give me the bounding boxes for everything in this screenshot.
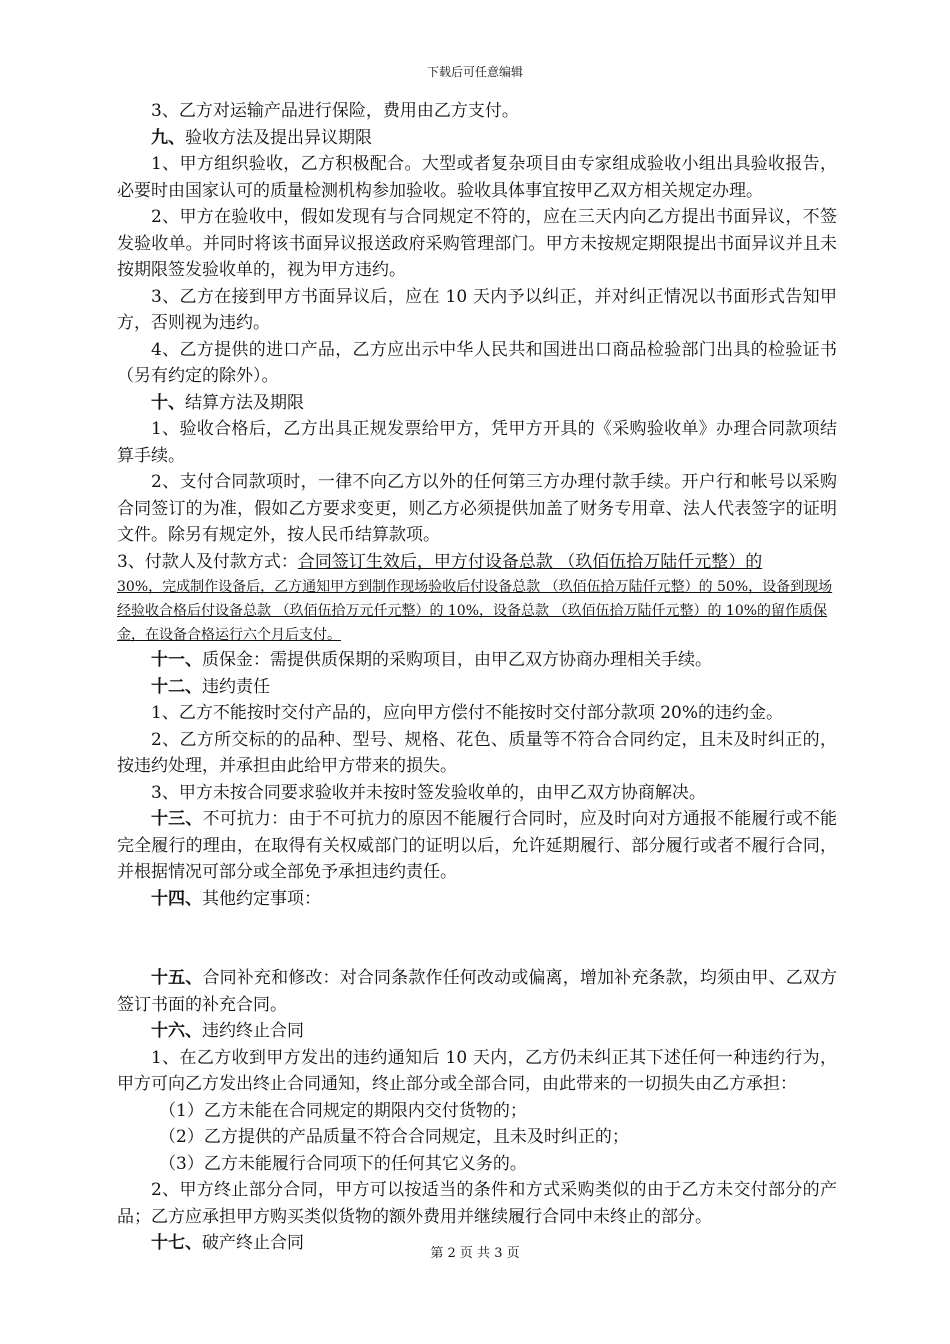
section-text: 不可抗力：由于不可抗力的原因不能履行合同时，应及时向对方通报不能履行或不能完全履行的理由，在取得有关权威部门的证明以后，允许延期履行、部分履行或者不履行合同，并根据情况可部分或全部免予承担违约责任。	[117, 809, 838, 882]
section-number: 十六、	[151, 1021, 202, 1041]
section-heading-11	[117, 647, 837, 674]
paragraph: 1、在乙方收到甲方发出的违约通知后 10 天内，乙方仍未纠正其下述任何一种违约行为，甲方可向乙方发出终止合同通知，终止部分或全部合同，由此带来的一切损失由乙方承担：	[117, 1047, 837, 1094]
payment-terms-lead: 3、付款人及付款方式：	[117, 551, 298, 572]
paragraph: 2、甲方终止部分合同，甲方可以按适当的条件和方式采购类似的由于乙方未交付部分的产品；乙方应承担甲方购买类似货物的额外费用并继续履行合同中未终止的部分。	[117, 1180, 837, 1227]
section-number: 十三、	[151, 809, 203, 829]
paragraph: 3、乙方对运输产品进行保险，费用由乙方支付。	[151, 101, 519, 121]
section-title: 违约责任	[202, 676, 270, 697]
paragraph: 3、甲方未按合同要求验收并未按时签发验收单的，由甲乙双方协商解决。	[151, 782, 706, 803]
section-heading-14	[117, 886, 837, 913]
list-item: （2）乙方提供的产品质量不符合合同规定，且未及时纠正的；	[159, 1127, 629, 1147]
section-title: 验收方法及提出异议期限	[185, 127, 372, 148]
section-heading-15	[117, 965, 837, 1018]
list-item: （3）乙方未能履行合同项下的任何其它义务的。	[159, 1153, 527, 1174]
page-footer: 第 2 页 共 3 页	[430, 1246, 520, 1261]
section-heading-16	[117, 1018, 837, 1045]
payment-terms	[117, 549, 837, 576]
section-number: 十一、	[151, 650, 202, 670]
paragraph: 3、乙方在接到甲方书面异议后，应在 10 天内予以纠正，并对纠正情况以书面形式告知甲方，否则视为违约。	[117, 286, 837, 333]
list-item: （1）乙方未能在合同规定的期限内交付货物的；	[159, 1100, 527, 1121]
payment-terms-text: 合同签订生效后，甲方付设备总款 （玖佰伍拾万陆仟元整）的	[297, 551, 763, 572]
paragraph: 1、乙方不能按时交付产品的，应向甲方偿付不能按时交付部分款项 20%的违约金。	[151, 703, 784, 723]
section-heading-10	[117, 390, 837, 417]
section-text: 质保金：需提供质保期的采购项目，由甲乙双方协商办理相关手续。	[202, 650, 712, 670]
section-title: 违约终止合同	[202, 1021, 304, 1041]
page-header: 下载后可任意编辑	[426, 65, 523, 79]
section-number: 九、	[151, 127, 185, 148]
section-number: 十二、	[151, 676, 202, 697]
paragraph: 2、支付合同款项时，一律不向乙方以外的任何第三方办理付款手续。开户行和帐号以采购合同签订的为准，假如乙方要求变更，则乙方必须提供加盖了财务专用章、法人代表签字的证明文件。除另有规定外，按人民币结算款项。	[117, 472, 837, 545]
section-number: 十七、	[151, 1233, 202, 1253]
blank-space	[117, 912, 837, 965]
section-heading-9	[117, 125, 837, 152]
paragraph: 1、验收合格后，乙方出具正规发票给甲方，凭甲方开具的《采购验收单》办理合同款项结算手续。	[117, 419, 837, 466]
section-text: 合同补充和修改：对合同条款作任何改动或偏离，增加补充条款，均须由甲、乙双方签订书面的补充合同。	[117, 968, 838, 1015]
paragraph: 1、甲方组织验收，乙方积极配合。大型或者复杂项目由专家组成验收小组出具验收报告，必要时由国家认可的质量检测机构参加验收。验收具体事宜按甲乙双方相关规定办理。	[117, 154, 837, 201]
section-heading-13	[117, 806, 837, 886]
section-number: 十、	[151, 392, 185, 413]
section-title: 结算方法及期限	[185, 392, 304, 413]
section-number: 十五、	[151, 968, 203, 988]
section-heading-12	[117, 674, 837, 701]
section-text: 其他约定事项：	[202, 888, 321, 909]
section-title: 破产终止合同	[202, 1233, 304, 1253]
payment-terms-detail: 30%，完成制作设备后，乙方通知甲方到制作现场验收后付设备总款 （玖佰伍拾万陆仟元整）的 50%，设备到现场经验收合格后付设备总款 （玖佰伍拾万元仟元整）的 10%，设备总款 （玖佰伍拾万陆仟元整）的 10%的留作质保金，在设备合格运行六个月后支付。	[117, 579, 833, 643]
paragraph: 4、乙方提供的进口产品，乙方应出示中华人民共和国进出口商品检验部门出具的检验证书（另有约定的除外）。	[117, 339, 837, 386]
section-number: 十四、	[151, 888, 202, 909]
paragraph: 2、甲方在验收中，假如发现有与合同规定不符的，应在三天内向乙方提出书面异议，不签发验收单。并同时将该书面异议报送政府采购管理部门。甲方未按规定期限提出书面异议并且未按期限签发验收单的，视为甲方违约。	[117, 207, 837, 280]
paragraph: 2、乙方所交标的的品种、型号、规格、花色、质量等不符合合同约定，且未及时纠正的，按违约处理，并承担由此给甲方带来的损失。	[117, 729, 837, 776]
document-body	[117, 98, 837, 1257]
